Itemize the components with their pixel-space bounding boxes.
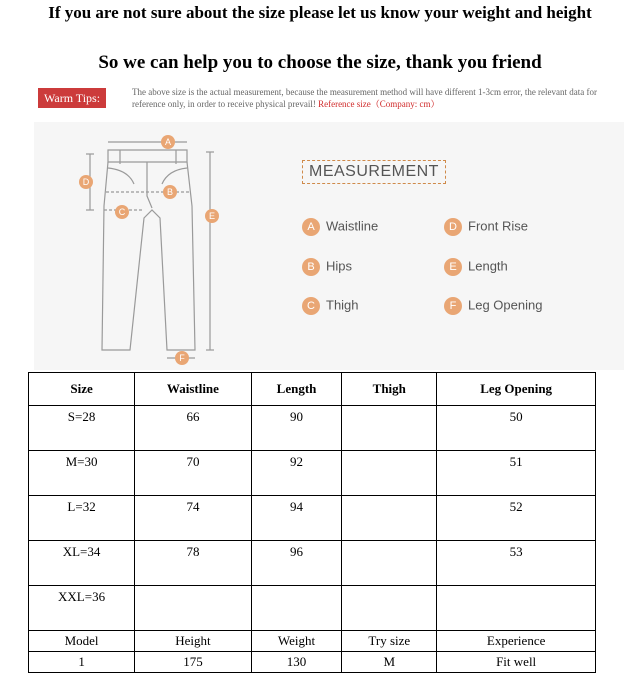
- cell-thigh: [342, 451, 437, 496]
- cell-thigh: [342, 541, 437, 586]
- cell-length: 94: [251, 496, 342, 541]
- cell-waistline: 66: [135, 406, 252, 451]
- cell-waistline: 78: [135, 541, 252, 586]
- header-waistline: Waistline: [135, 373, 252, 406]
- table-row: [29, 586, 596, 631]
- cell-length: [251, 586, 342, 631]
- header-model: Model: [29, 631, 135, 652]
- legend-length: [444, 258, 508, 276]
- header-line-2: So we can help you to choose the size, thank you friend: [98, 52, 542, 73]
- legend-d-label: Front Rise: [468, 218, 528, 234]
- header-size: Size: [29, 373, 135, 406]
- cell-leg-opening: 50: [437, 406, 596, 451]
- cell-size: L=32: [29, 496, 135, 541]
- legend-c-icon: C: [302, 297, 320, 315]
- legend-e-icon: E: [444, 258, 462, 276]
- cell-leg-opening: 53: [437, 541, 596, 586]
- cell-length: 90: [251, 406, 342, 451]
- header-leg-opening: Leg Opening: [437, 373, 596, 406]
- cell-waistline: 74: [135, 496, 252, 541]
- legend-hips: [302, 258, 352, 276]
- legend-front-rise: [444, 218, 528, 236]
- warm-tips: [38, 86, 618, 112]
- legend-f-label: Leg Opening: [468, 297, 543, 313]
- table-row: [29, 541, 596, 586]
- table-row: [29, 406, 596, 451]
- cell-length: 92: [251, 451, 342, 496]
- legend-a-label: Waistline: [326, 218, 379, 234]
- legend-b-label: Hips: [326, 258, 353, 274]
- header-weight: Weight: [251, 631, 342, 652]
- cell-size: S=28: [29, 406, 135, 451]
- cell-waistline: [135, 586, 252, 631]
- reference-size-note: Reference size（Company: cm）: [318, 99, 440, 109]
- table-row: [29, 451, 596, 496]
- warm-tips-badge: Warm Tips:: [38, 88, 106, 108]
- measurement-diagram: [34, 122, 624, 370]
- warm-tips-text: [132, 86, 622, 110]
- size-chart-table: [28, 372, 596, 673]
- header-experience: Experience: [437, 631, 596, 652]
- legend-thigh: [302, 297, 359, 315]
- model-header-row: [29, 631, 596, 652]
- cell-thigh: [342, 406, 437, 451]
- table-row: [29, 496, 596, 541]
- warm-tips-note: The above size is the actual measurement, because the measurement method will have different 1-3cm error, the relevant data for reference only, in order to receive physical prevail!: [132, 87, 598, 109]
- legend-d-icon: D: [444, 218, 462, 236]
- model-row: [29, 652, 596, 673]
- cell-leg-opening: 52: [437, 496, 596, 541]
- cell-try-size: M: [342, 652, 437, 673]
- marker-b-label: B: [166, 187, 174, 197]
- cell-leg-opening: 51: [437, 451, 596, 496]
- marker-f-label: F: [179, 353, 185, 363]
- cell-experience: Fit well: [437, 652, 596, 673]
- cell-thigh: [342, 586, 437, 631]
- measurement-title: MEASUREMENT: [302, 160, 446, 184]
- legend-c-label: Thigh: [326, 297, 359, 313]
- cell-weight: 130: [251, 652, 342, 673]
- cell-leg-opening: [437, 586, 596, 631]
- header-line-1: If you are not sure about the size please let us know your weight and height: [48, 3, 592, 22]
- marker-d-label: D: [82, 177, 90, 187]
- cell-thigh: [342, 496, 437, 541]
- cell-size: M=30: [29, 451, 135, 496]
- pants-illustration: [34, 122, 234, 370]
- header-height: Height: [135, 631, 252, 652]
- legend-b-icon: B: [302, 258, 320, 276]
- legend-a-icon: A: [302, 218, 320, 236]
- header-try-size: Try size: [342, 631, 437, 652]
- size-table-header-row: [29, 373, 596, 406]
- cell-waistline: 70: [135, 451, 252, 496]
- cell-model: 1: [29, 652, 135, 673]
- legend-leg-opening: [444, 297, 542, 315]
- legend-e-label: Length: [468, 258, 508, 274]
- marker-a-label: A: [164, 137, 172, 147]
- header-length: Length: [251, 373, 342, 406]
- cell-size: XL=34: [29, 541, 135, 586]
- legend-f-icon: F: [444, 297, 462, 315]
- header-thigh: Thigh: [342, 373, 437, 406]
- cell-height: 175: [135, 652, 252, 673]
- legend-waistline: [302, 218, 378, 236]
- marker-e-label: E: [208, 211, 216, 221]
- cell-length: 96: [251, 541, 342, 586]
- marker-c-label: C: [118, 207, 126, 217]
- cell-size: XXL=36: [29, 586, 135, 631]
